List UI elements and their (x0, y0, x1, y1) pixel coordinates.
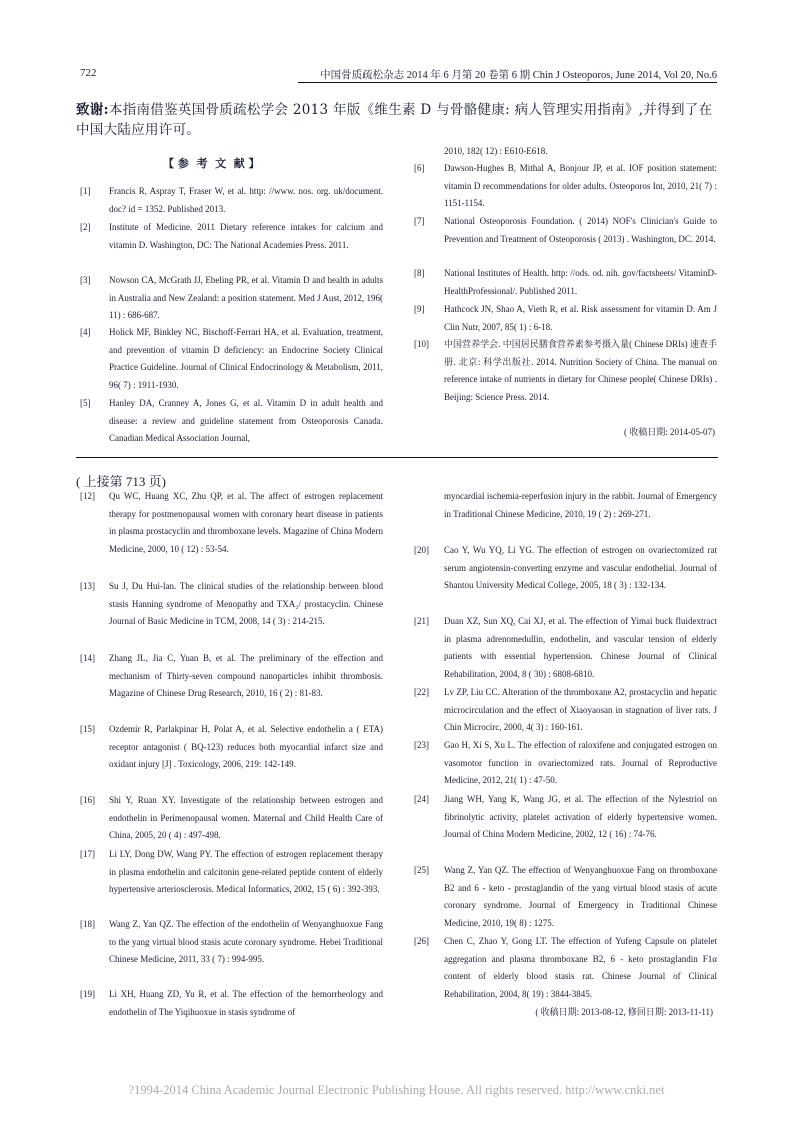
reference-number: [4] (80, 327, 91, 337)
reference-number: [22] (414, 687, 429, 697)
reference-text: Ozdemir R, Parlakpinar H, Polat A, et al. Selective endothelin a ( ETA) receptor antagonist ( BQ-123) reduces both myocardial infarct size and oxidant injury [J] . Toxicology, 2006, 219: 142-149. (109, 724, 383, 770)
reference-text: Cao Y, Wu YQ, Li YG. The effection of estrogen on ovariectomized rat serum angiotensin-converting enzyme and vascular endothelial. Journal of Shantou University Medical College, 2005, 18 ( 3) : 132-134. (444, 545, 717, 591)
reference-text: Gao H, Xi S, Xu L. The effection of raloxifene and conjugated estrogen on vasomotor function in ovariectomized rats. Journal of Reproductive Medicine, 2012, 21( 1) : 47-50. (444, 740, 717, 786)
page-number: 722 (80, 67, 97, 79)
reference-continuation: 2010, 182( 12) : E610-E618. (444, 146, 548, 156)
reference-continuation: myocardial ischemia-reperfusion injury in the rabbit. Journal of Emergency in Traditional Chinese Medicine, 2010, 19 ( 2) : 269-271. (444, 491, 717, 519)
reference-number: [2] (80, 222, 91, 232)
reference-text: Jiang WH, Yang K, Wang JG, et al. The effection of the Nylestriol on fibrinolytic activity, platelet activation of elderly hypertensive women. Journal of China Modern Medicine, 2002, 12 ( 16) : 74-76. (444, 794, 717, 840)
reference-text: Institute of Medicine. 2011 Dietary reference intakes for calcium and vitamin D. Washington, DC: The National Academies Press. 2011. (109, 222, 383, 250)
reference-number: [24] (414, 794, 429, 804)
reference-text: Wang Z, Yan QZ. The effection of Wenyanghuoxue Fang on thromboxane B2 and 6 - keto - prostaglandin of the yang virtual blood stasis of acute coronary syndrome. Journal of Emergency in Traditional Chinese Medicine, 2010, 19( 8) : 1275. (444, 865, 717, 928)
reference-text: Holick MF, Binkley NC, Bischoff-Ferrari HA, et al. Evaluation, treatment, and prevention of vitamin D deficiency: an Endocrine Society Clinical Practice Guideline. Journal of Clinical Endocrinology & Metabolism, 2011, 96( 7) : 1911-1930. (109, 327, 383, 390)
reference-text: Li XH, Huang ZD, Yu R, et al. The effection of the hemorrheology and endothelin of The Yiqihuoxue in stasis syndrome of (109, 989, 383, 1017)
reference-number: [1] (80, 186, 91, 196)
reference-number: [8] (414, 268, 425, 278)
reference-text: Nowson CA, McGrath JJ, Ebeling PR, et al. Vitamin D and health in adults in Australia and New Zealand: a position statement. Med J Aust, 2012, 196( 11) : 686-687. (109, 275, 383, 321)
reference-number: [25] (414, 865, 429, 875)
reference-text: Hanley DA, Cranney A, Jones G, et al. Vitamin D in adult health and disease: a review and guideline statement from Osteoporosis Canada. Canadian Medical Association Journal, (109, 398, 383, 444)
reference-text: 中国营养学会. 中国居民膳食营养素参考摄入量( Chinese DRIs) 速查手册. 北京: 科学出版社. 2014. Nutrition Society of China. The manual on reference intake of nutrients in dietary for Chinese people( Chinese DRIs) . Beijing: Science Press. 2014. (444, 339, 717, 402)
reference-number: [16] (80, 795, 95, 805)
reference-text: Chen C, Zhao Y, Gong LT. The effection of Yufeng Capsule on platelet aggregation and plasma thromboxane B2, 6 - keto prostaglandin F1α content of elderly blood stasis rat. Chinese Journal of Clinical Rehabilitation, 2004, 8( 19) : 3844-3845. (444, 936, 717, 999)
header-rule (298, 82, 717, 83)
reference-number: [18] (80, 919, 95, 929)
reference-number: [14] (80, 653, 95, 663)
reference-number: [5] (80, 398, 91, 408)
reference-number: [7] (414, 216, 425, 226)
reference-number: [15] (80, 724, 95, 734)
reference-number: [3] (80, 275, 91, 285)
acknowledgement-label: 致谢: (76, 102, 109, 118)
copyright-footer: ?1994-2014 China Academic Journal Electronic Publishing House. All rights reserved. http://www.cnki.net (128, 1083, 665, 1097)
reference-number: [20] (414, 545, 429, 555)
reference-text: Zhang JL, Jia C, Yuan B, et al. The preliminary of the effection and mechanism of Thirty-seven compound nanoparticles inhibit thrombosis. Magazine of Chinese Drug Research, 2010, 16 ( 2) : 81-83. (109, 653, 383, 699)
reference-text: National Institutes of Health. http: //ods. od. nih. gov/factsheets/ VitaminD-HealthProfessional/. Published 2011. (444, 268, 717, 296)
reference-number: [6] (414, 163, 425, 173)
acknowledgement (76, 100, 721, 140)
reference-text: Qu WC, Huang XC, Zhu QP, et al. The affect of estrogen replacement therapy for postmenopausal women with coronary heart disease in patients in plasma prostacyclin and thromboxane levels. Magazine of China Modern Medicine, 2000, 10 ( 12) : 53-54. (109, 491, 383, 554)
reference-number: [10] (414, 339, 429, 349)
acknowledgement-text: 本指南借鉴英国骨质疏松学会 2013 年版《维生素 D 与骨骼健康: 病人管理实用指南》,并得到了在中国大陆应用许可。 (76, 102, 713, 138)
reference-text: Hathcock JN, Shao A, Vieth R, et al. Risk assessment for vitamin D. Am J Clin Nutr, 2007, 85( 1) : 6-18. (444, 304, 717, 332)
received-revised-date: ( 收稿日期: 2013-08-12, 修回日期: 2013-11-11) (535, 1007, 713, 1017)
reference-number: [19] (80, 989, 95, 999)
section-divider (76, 457, 718, 458)
reference-text: Duan XZ, Sun XQ, Cai XJ, et al. The effection of Yimai buck fluidextract in plasma adrenomedullin, endothelin, and vascular tension of elderly patients with essential hypertension. Chinese Journal of Clinical Rehabilitation, 2004, 8 ( 30) : 6808-6810. (444, 616, 717, 679)
reference-number: [12] (80, 491, 95, 501)
reference-number: [17] (80, 849, 95, 859)
reference-text: Dawson-Hughes B, Mithal A, Bonjour JP, et al. IOF position statement: vitamin D recommendations for older adults. Osteoporos Int, 2010, 21( 7) : 1151-1154. (444, 163, 717, 209)
continued-from: ( 上接第 713 页) (76, 474, 166, 489)
reference-text: Su J, Du Hui-lan. The clinical studies of the relationship between blood stasis Hanning syndrome of Menopathy and TXA₂/ prostacyclin. Chinese Journal of Basic Medicine in TCM, 2008, 14 ( 3) : 214-215. (109, 581, 383, 627)
reference-number: [13] (80, 581, 95, 591)
reference-number: [21] (414, 616, 429, 626)
reference-number: [23] (414, 740, 429, 750)
reference-text: Wang Z, Yan QZ. The effection of the endothelin of Wenyanghuoxue Fang to the yang virtual blood stasis acute coronary syndrome. Hebei Traditional Chinese Medicine, 2011, 33 ( 7) : 994-995. (109, 919, 383, 965)
reference-text: National Osteoporosis Foundation. ( 2014) NOF's Clinician's Guide to Prevention and Treatment of Osteoporosis ( 2013) . Washington, DC. 2014. (444, 216, 717, 244)
references-title: 【 参 考 文 献 】 (163, 157, 260, 170)
reference-text: Shi Y, Ruan XY. Investigate of the relationship between estrogen and endothelin in Perimenopausal women. Maternal and Child Health Care of China, 2005, 20 ( 4) : 497-498. (109, 795, 383, 841)
reference-number: [26] (414, 936, 429, 946)
received-date: ( 收稿日期: 2014-05-07) (624, 427, 715, 437)
reference-text: Lv ZP, Liu CC. Alteration of the thromboxane A2, prostacyclin and hepatic microcirculation and the effect of Xiaoyaosan in stagnation of liver rats. J Chin Microcirc, 2000, 4( 3) : 160-161. (444, 687, 717, 733)
reference-number: [9] (414, 304, 425, 314)
running-header: 中国骨质疏松杂志 2014 年 6 月第 20 卷第 6 期 Chin J Osteoporos, June 2014, Vol 20, No.6 (320, 70, 717, 81)
reference-text: Francis R, Aspray T, Fraser W, et al. http: //www. nos. org. uk/document. doc? id = 1352. Published 2013. (109, 186, 383, 214)
reference-text: Li LY, Dong DW, Wang PY. The effection of estrogen replacement therapy in plasma endothelin and calcitonin gene-related peptide content of elderly hypertensive arteriosclerosis. Medical Informatics, 2002, 15 ( 6) : 392-393. (109, 849, 383, 895)
